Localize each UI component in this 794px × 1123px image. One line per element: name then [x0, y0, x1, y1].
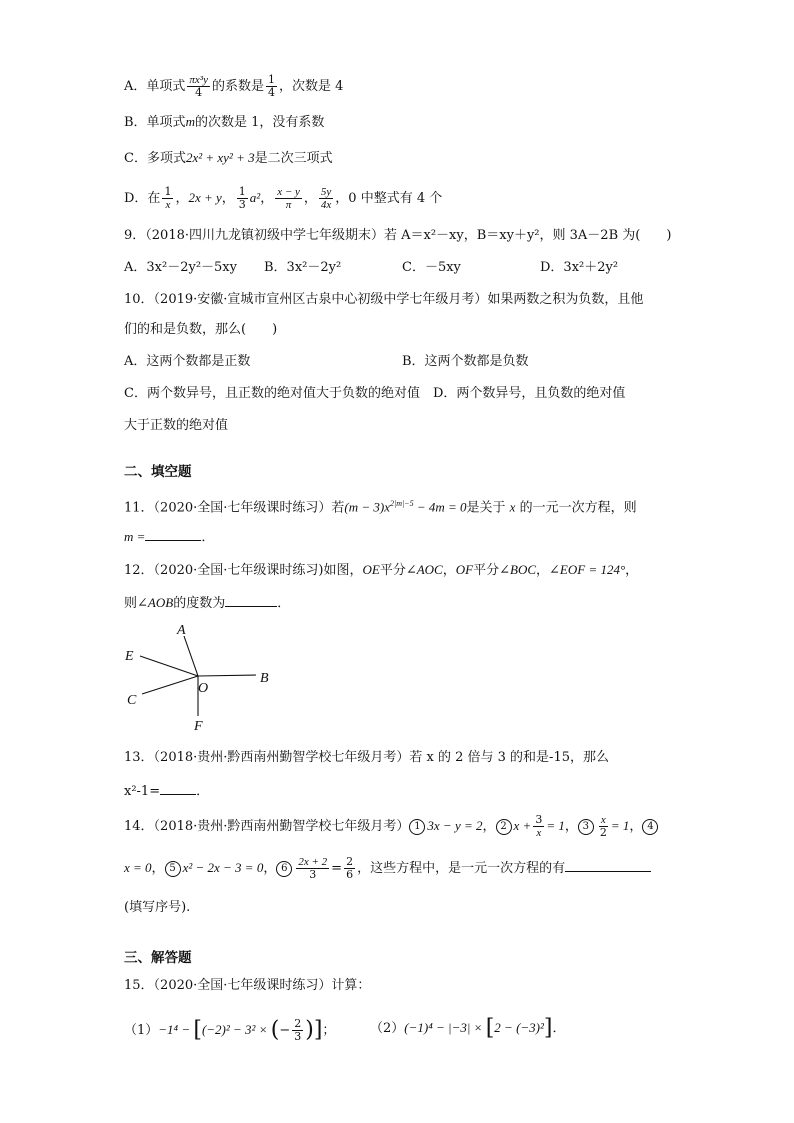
q12-l2-prefix: 则 [124, 596, 138, 611]
q14-e2n: 3 [535, 813, 543, 826]
section-solve-title: 三、解答题 [124, 950, 192, 966]
q14-eq-5: x² − 2x − 3 = 0 [182, 860, 264, 875]
q11-answer-blank[interactable] [145, 526, 201, 541]
q8-d-expr3: a² [249, 190, 261, 205]
q13-line-1: 13．（2018·贵州·黔西南州勤智学校七年级月考）若 x 的 2 倍与 3 的和是-15，那么 [124, 750, 609, 765]
q11-expr2: − 4m = 0 [413, 499, 467, 515]
q15-p2-end: ． [552, 1021, 566, 1036]
q8-a-prefix: A．单项式 [124, 79, 186, 94]
q14-num-4: 4 [642, 819, 658, 835]
q10-option-b: B．这两个数都是负数 [402, 354, 529, 369]
ray-ob [198, 675, 256, 676]
q11-m-equals: m = [124, 529, 146, 544]
q12-line-1 [124, 560, 638, 581]
q12-text-a: 平分 [379, 563, 406, 578]
q8-d-f1d: x [165, 199, 171, 211]
q8-c-prefix: C．多项式 [124, 151, 186, 166]
q8-a-monomial [187, 74, 210, 99]
q11-line-1 [124, 494, 637, 518]
q8-d-frac4 [275, 186, 302, 211]
q10-option-a: A．这两个数都是正数 [124, 354, 251, 369]
q15-p1-fn: 2 [294, 1017, 302, 1030]
q12-prefix: 12．（2020·全国·七年级课时练习)如图， [124, 563, 363, 578]
q14-e6n2: 2 [346, 855, 354, 868]
q8-b-prefix: B．单项式 [124, 115, 186, 130]
q8-d-f5d: 4x [320, 199, 332, 211]
q8-d-post: ，0 中整式有 4 个 [335, 191, 443, 206]
q8-d-f5n: 5y [320, 186, 332, 198]
q14-e6n: 2x + 2 [298, 856, 328, 868]
q8-d-f4d: π [285, 199, 292, 211]
ray-oa [184, 636, 198, 676]
ray-oe [140, 656, 198, 676]
q14-eq-6-equals: = [331, 861, 343, 876]
q14-eq-3b: = 1 [610, 818, 630, 833]
q10-stem-2: 们的和是负数，那么( ) [124, 322, 278, 337]
q14-eq-2a: x + [513, 818, 532, 833]
q9-option-b: B．3x²－2y² [264, 260, 342, 275]
q14-line-2: x = 0， 5 x² − 2x − 3 = 0， 6 $\frac{2x + 2}{3}$ = $\frac{2}{6}$ ，这些方程中，是一元一次方程的有 [124, 856, 651, 881]
q12-aoc: ∠AOC [405, 562, 443, 577]
section-fill-in-title: 二、填空题 [124, 464, 192, 480]
q8-d-f3n: 1 [238, 185, 246, 198]
q8-c-expr: 2x² + xy² + 3 [185, 150, 255, 165]
q11-var: x [509, 499, 516, 515]
q8-option-d: D．在 $\frac{1}{x}$ ，2x + y， $\frac{1}{3}$ a²， $\frac{x - y}{\pi}$ ， $\frac{5y}{4x}$ ，0 中整式有 4 个 [124, 185, 443, 211]
q14-line-1: 14．（2018·贵州·黔西南州勤智学校七年级月考） 1 3x − y = 2， 2 x + $\frac{3}{x}$ = 1， 3 $\frac{x}{2}$ = 1， 4 [124, 814, 660, 839]
q8-a-post: ，次数是 4 [278, 79, 344, 94]
q11-prefix: 11．（2020·全国·七年级课时练习）若 [124, 500, 345, 516]
q8-option-b [124, 112, 324, 133]
q15-p1-end: ； [322, 1023, 336, 1038]
q8-b-post: 的次数是 1，没有系数 [194, 115, 325, 130]
q14-e6d2: 6 [346, 868, 354, 881]
q13-line-2: x²-1= ． [124, 780, 209, 802]
q14-eq-4: x = 0 [124, 860, 152, 875]
q11-expr: (m − 3)x [344, 499, 390, 515]
q11-line-2: m = ． [124, 526, 214, 548]
q8-d-frac5 [319, 186, 333, 211]
q8-d-prefix: D．在 [124, 191, 161, 206]
q12-text-c: 平分 [473, 563, 500, 578]
q14-eq-6-frac [296, 856, 329, 881]
q14-e3n: x [600, 814, 606, 826]
ray-oc [142, 676, 198, 694]
q12-aob: ∠AOB [137, 595, 174, 610]
q12-text-d: ， [536, 563, 550, 578]
q14-eq-2-frac [533, 814, 544, 839]
q10-option-c-d: C．两个数异号，且正数的绝对值大于负数的绝对值 D．两个数异号，且负数的绝对值 [124, 386, 626, 401]
label-e: E [125, 649, 134, 664]
q14-e3d: 2 [599, 826, 607, 839]
q8-d-expr2: 2x + y [188, 190, 222, 205]
q11-post: 的一元一次方程，则 [519, 500, 637, 516]
q8-c-post: 是二次三项式 [254, 151, 333, 166]
q14-prefix: 14．（2018·贵州·黔西南州勤智学校七年级月考） [124, 819, 410, 834]
q8-a-den: 4 [195, 86, 203, 99]
q8-a-cden: 4 [267, 86, 275, 99]
q8-a-coef [266, 74, 277, 99]
label-b: B [260, 671, 269, 686]
q9-stem: 9．（2018·四川九龙镇初级中学七年级期末）若 A＝x²－xy，B＝xy＋y²，则 3A－2B 为( ) [124, 228, 672, 243]
q14-answer-blank[interactable] [565, 857, 651, 872]
q8-d-f4n: x − y [277, 186, 300, 198]
q12-text-e: ， [625, 563, 639, 578]
q8-a-num: πx³y [189, 74, 208, 86]
q8-d-frac3 [237, 186, 248, 211]
q15-p2-a: (−1)⁴ − |−3| × [404, 1020, 486, 1035]
q13-expr: x²-1= [124, 784, 161, 799]
q9-option-d: D．3x²＋2y² [540, 260, 619, 275]
label-c: C [127, 693, 137, 708]
q12-boc: ∠BOC [499, 562, 537, 577]
q15-p1-frac [292, 1018, 303, 1043]
q14-num-1: 1 [409, 819, 425, 835]
q8-b-var: m [185, 114, 195, 129]
q8-d-f3d: 3 [238, 198, 246, 211]
q14-num-2: 2 [496, 819, 512, 835]
q11-exponent: 2|m|−5 [390, 499, 414, 508]
label-f: F [194, 719, 203, 734]
q14-num-6: 6 [276, 861, 292, 877]
q8-option-a [124, 74, 343, 99]
q8-d-frac1 [162, 186, 173, 211]
q14-num-5: 5 [165, 861, 181, 877]
q15-p2-label: （2） [370, 1021, 405, 1036]
q12-line-2: 则∠AOB的度数为 ． [124, 592, 290, 614]
q14-num-3: 3 [578, 819, 594, 835]
q14-eq-1: 3x − y = 2 [427, 818, 483, 833]
q15-p1-label: （1） [124, 1023, 159, 1038]
q10-option-d-cont: 大于正数的绝对值 [124, 418, 229, 433]
q14-eq-6-frac2 [344, 856, 355, 881]
label-a: A [177, 623, 186, 638]
q15-p2-b: 2 − (−3)² [494, 1020, 544, 1035]
q9-option-a: A．3x²－2y²－5xy [124, 260, 237, 275]
q12-text-b: ， [442, 563, 456, 578]
q12-answer-blank[interactable] [225, 592, 277, 607]
q12-l2-post: 的度数为 [173, 596, 226, 611]
q13-answer-blank[interactable] [160, 780, 196, 795]
q14-e6d: 3 [309, 868, 317, 881]
q8-a-mid: 的系数是 [211, 79, 264, 94]
q12-oe: OE [362, 562, 380, 577]
label-o: O [198, 681, 209, 696]
q8-option-c [124, 148, 333, 169]
q8-d-f1n: 1 [164, 185, 172, 198]
q15-stem: 15．（2020·全国·七年级课时练习）计算： [124, 978, 371, 993]
q15-p1-fd: 3 [294, 1030, 302, 1043]
q11-mid: 是关于 [466, 500, 506, 516]
q9-option-c: C．－5xy [402, 260, 461, 275]
q14-eq-3-frac [598, 814, 609, 839]
q8-a-cnum: 1 [267, 73, 275, 86]
q12-of: OF [455, 562, 474, 577]
q14-e2d: x [536, 827, 542, 839]
q15-part-1: （1）−1⁴ − [(−2)² − 3² × (− $\frac{2}{3}$ )]； [124, 1017, 336, 1043]
q14-eq-2b: = 1 [546, 818, 565, 833]
q12-eof: ∠EOF = 124° [549, 562, 626, 577]
q14-line-3: (填写序号). [124, 900, 191, 915]
q15-p1-b: (−2)² − 3² × [201, 1022, 271, 1037]
q10-stem-1: 10．（2019·安徽·宣城市宣州区古泉中心初级中学七年级月考）如果两数之积为负数，且他 [124, 292, 644, 307]
q14-post: ，这些方程中，是一元一次方程的有 [357, 861, 566, 876]
angle-figure [122, 622, 292, 734]
q15-part-2: （2）(−1)⁴ − |−3| × [2 − (−3)²]． [370, 1015, 566, 1041]
q15-p1-a: −1⁴ − [158, 1022, 194, 1037]
